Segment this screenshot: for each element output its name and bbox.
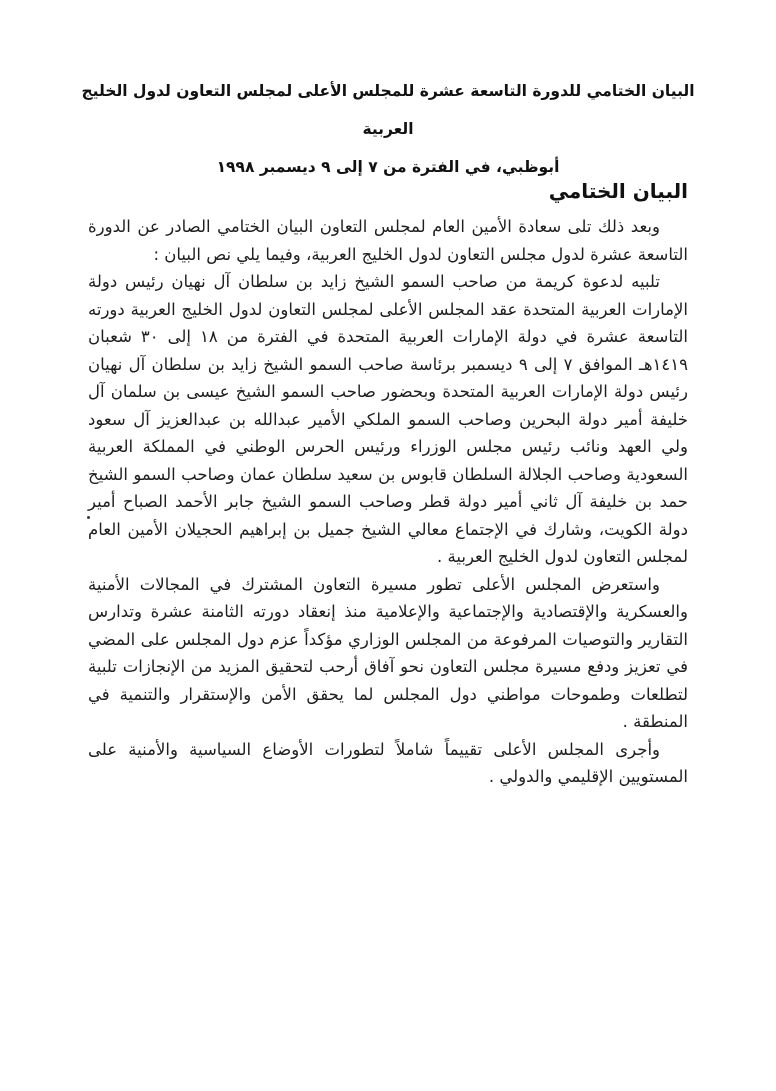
paragraph-intro: وبعد ذلك تلى سعادة الأمين العام لمجلس التعاون البيان الختامي الصادر عن الدورة التاسعة عشرة لدول مجلس التعاون لدول الخليج العربية، وفيما يلي نص البيان : <box>88 217 688 264</box>
scan-speck <box>87 516 90 519</box>
document-title <box>72 72 704 186</box>
paragraph-cooperation-review: واستعرض المجلس الأعلى تطور مسيرة التعاون المشترك في المجالات الأمنية والعسكرية والإقتصادية والإجتماعية والإعلامية منذ إنعقاد دورته الثامنة عشرة وتدارس التقارير والتوصيات المرفوعة من المجلس الوزاري مؤكداً عزم دول المجلس على المضي في تعزيز ودفع مسيرة مجلس التعاون نحو آفاق أرحب لتحقيق المزيد من الإنجازات تلبية لتطلعات وطموحات مواطني دول المجلس لما يحقق الأمن والإستقرار والتنمية في المنطقة . <box>88 574 688 731</box>
paragraph-session-opening: تلبيه لدعوة كريمة من صاحب السمو الشيخ زايد بن سلطان آل نهيان رئيس دولة الإمارات العربية المتحدة عقد المجلس الأعلى لمجلس التعاون لدول الخليج العربية دورته التاسعة عشرة في دولة الإمارات العربية المتحدة في الفترة من ١٨ إلى ٣٠ شعبان ١٤١٩هـ الموافق ٧ إلى ٩ ديسمبر برئاسة صاحب السمو الشيخ زايد بن سلطان آل نهيان رئيس دولة الإمارات العربية المتحدة وبحضور صاحب السمو الشيخ عيسى بن سلمان آل خليفة أمير دولة البحرين وصاحب السمو الملكي الأمير عبدالله بن عبدالعزيز آل سعود ولي العهد ونائب رئيس مجلس الوزراء ورئيس الحرس الوطني في المملكة العربية السعودية وصاحب الجلالة السلطان قابوس بن سعيد سلطان عمان وصاحب السمو الشيخ حمد بن خليفة آل ثاني أمير دولة قطر وصاحب السمو الشيخ جابر الأحمد الصباح أمير دولة الكويت، وشارك في الإجتماع معالي الشيخ جميل بن إبراهيم الحجيلان الأمين العام لمجلس التعاون لدول الخليج العربية . <box>88 272 689 566</box>
document-body <box>88 176 688 791</box>
section-heading: البيان الختامي <box>548 179 688 203</box>
document-title-line-1: البيان الختامي للدورة التاسعة عشرة للمجلس الأعلى لمجلس التعاون لدول الخليج العربية <box>81 82 695 138</box>
document-title-line-2: أبوظبي، في الفترة من ٧ إلى ٩ ديسمبر ١٩٩٨ <box>216 158 560 176</box>
paragraph-political-assessment: وأجرى المجلس الأعلى تقييماً شاملاً لتطورات الأوضاع السياسية والأمنية على المستويين الإقليمي والدولي . <box>88 739 688 786</box>
